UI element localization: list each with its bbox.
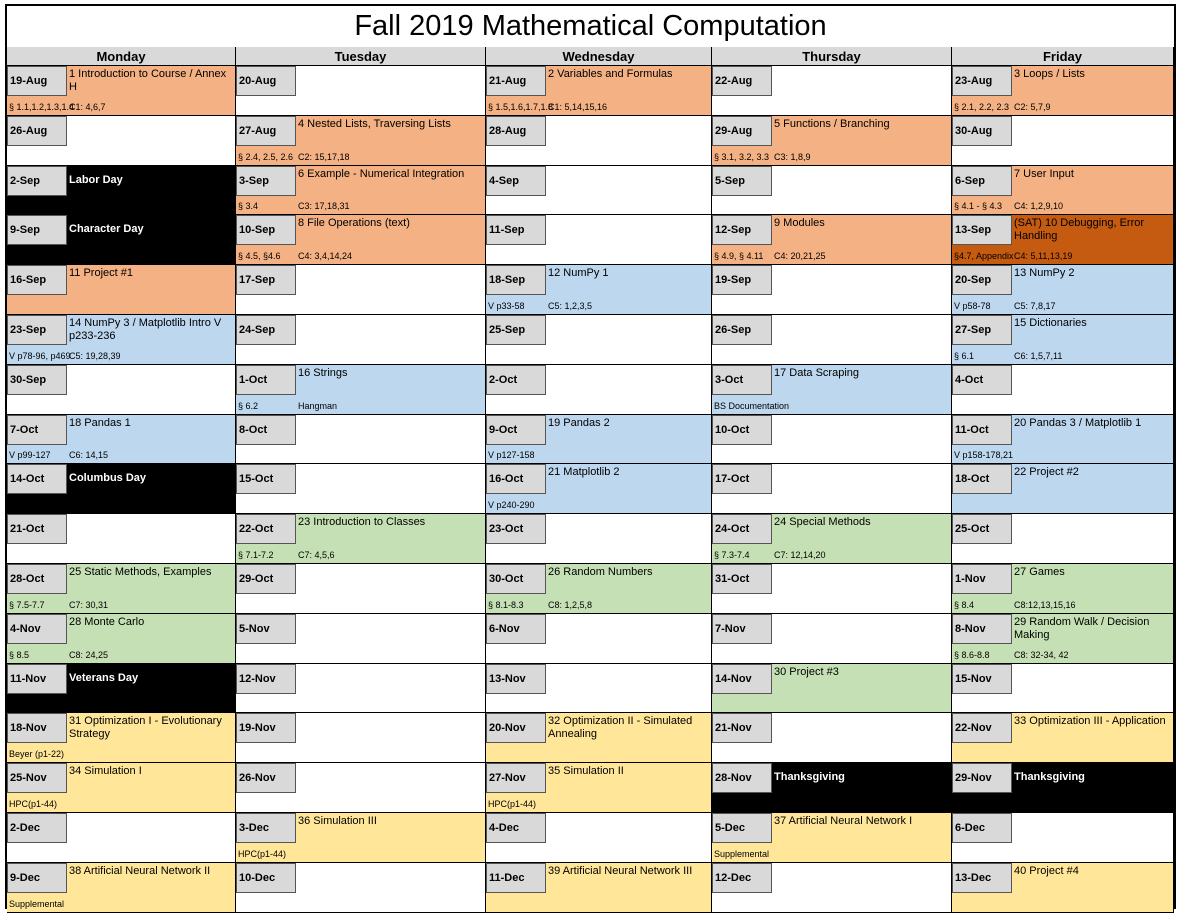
exercise-reference: C8: 1,2,5,8 [548,600,593,610]
date-label: 25-Oct [952,514,1012,544]
reading-reference: Supplemental [714,849,770,859]
date-label: 9-Dec [7,863,67,893]
lecture-title: 7 User Input [1014,168,1074,180]
date-label: 29-Nov [952,763,1012,793]
day-cell [236,614,486,664]
date-label: 12-Dec [712,863,772,893]
reading-reference: § 4.5, §4.6 [238,251,281,261]
day-cell [712,215,952,265]
date-label: 26-Aug [7,116,67,146]
reading-reference: § 2.4, 2.5, 2.6 [238,152,294,162]
day-cell [486,66,712,116]
day-cell [236,116,486,166]
lecture-title: 24 Special Methods [774,516,871,528]
date-label: 14-Oct [7,464,67,494]
reading-reference: § 8.6-8.8 [954,650,990,660]
day-cell [712,116,952,166]
day-cell [236,514,486,564]
lecture-title: 20 Pandas 3 / Matplotlib 1 [1014,417,1142,429]
reading-reference: Supplemental [9,899,65,909]
day-cell [7,415,236,464]
date-label: 20-Sep [952,265,1012,295]
holiday-name: Labor Day [69,174,123,186]
day-cell [7,116,236,166]
day-cell [952,863,1174,913]
day-cell [486,664,712,713]
date-label: 15-Nov [952,664,1012,694]
schedule-sheet [5,4,1176,909]
date-label: 22-Nov [952,713,1012,743]
exercise-reference: C4: 5,11,13,19 [1014,251,1073,261]
date-label: 25-Nov [7,763,67,793]
reading-reference: § 1.5,1.6,1.7,1.8 [488,102,554,112]
holiday-cell [7,215,236,265]
date-label: 1-Nov [952,564,1012,594]
lecture-title: 34 Simulation I [69,765,142,777]
exercise-reference: C3: 1,8,9 [774,152,811,162]
holiday-name: Veterans Day [69,672,139,684]
date-label: 27-Nov [486,763,546,793]
exercise-reference: C5: 1,2,3,5 [548,301,593,311]
reading-reference: § 7.1-7.2 [238,550,274,560]
lecture-title: (SAT) 10 Debugging, Error Handling [1014,217,1145,242]
holiday-cell [712,763,952,813]
lecture-title: 1 Introduction to Course / Annex H [69,68,227,93]
date-label: 13-Nov [486,664,546,694]
day-cell [486,166,712,215]
day-cell [486,813,712,863]
date-label: 2-Dec [7,813,67,843]
lecture-title: 31 Optimization I - Evolutionary Strategy [69,715,222,740]
day-header-tuesday: Tuesday [236,47,486,66]
day-cell [486,415,712,464]
exercise-reference: C4: 20,21,25 [774,251,826,261]
reading-reference: V p78-96, p469 [9,351,71,361]
day-cell [712,664,952,713]
date-label: 29-Aug [712,116,772,146]
day-cell [236,215,486,265]
day-cell [236,813,486,863]
lecture-title: 30 Project #3 [774,666,839,678]
day-cell [7,315,236,365]
holiday-name: Columbus Day [69,472,147,484]
date-label: 19-Aug [7,66,67,96]
day-cell [952,564,1174,614]
lecture-title: 25 Static Methods, Examples [69,566,212,578]
lecture-title: 35 Simulation II [548,765,624,777]
lecture-title: 22 Project #2 [1014,466,1079,478]
lecture-title: 15 Dictionaries [1014,317,1087,329]
lecture-title: 19 Pandas 2 [548,417,610,429]
day-cell [712,66,952,116]
day-cell [7,763,236,813]
date-label: 4-Oct [952,365,1012,395]
date-label: 5-Sep [712,166,772,196]
date-label: 30-Oct [486,564,546,594]
date-label: 14-Nov [712,664,772,694]
date-label: 21-Aug [486,66,546,96]
day-cell [712,315,952,365]
exercise-reference: C8: 24,25 [69,650,109,660]
lecture-title: 18 Pandas 1 [69,417,131,429]
date-label: 30-Sep [7,365,67,395]
date-label: 12-Sep [712,215,772,245]
day-cell [952,116,1174,166]
exercise-reference: C6: 1,5,7,11 [1014,351,1063,361]
date-label: 24-Oct [712,514,772,544]
date-label: 10-Oct [712,415,772,445]
day-cell [952,166,1174,215]
day-header-thursday: Thursday [712,47,952,66]
day-cell [486,464,712,514]
lecture-title: 12 NumPy 1 [548,267,609,279]
day-cell [712,564,952,614]
day-cell [486,315,712,365]
date-label: 22-Aug [712,66,772,96]
date-label: 15-Oct [236,464,296,494]
date-label: 24-Sep [236,315,296,345]
lecture-title: 11 Project #1 [69,267,134,279]
date-label: 18-Oct [952,464,1012,494]
reading-reference: § 8.4 [954,600,975,610]
exercise-reference: C7: 12,14,20 [774,550,826,560]
day-header-wednesday: Wednesday [486,47,712,66]
date-label: 19-Sep [712,265,772,295]
date-label: 6-Dec [952,813,1012,843]
day-cell [952,464,1174,514]
date-label: 11-Dec [486,863,546,893]
day-cell [236,315,486,365]
lecture-title: 6 Example - Numerical Integration [298,168,465,180]
date-label: 16-Sep [7,265,67,295]
day-cell [236,415,486,464]
day-cell [486,365,712,415]
day-cell [712,863,952,913]
date-label: 22-Oct [236,514,296,544]
reading-reference: § 1.1,1.2,1.3,1.4 [9,102,75,112]
day-cell [952,664,1174,713]
day-cell [7,514,236,564]
day-cell [712,365,952,415]
date-label: 12-Nov [236,664,296,694]
day-cell [486,116,712,166]
exercise-reference: C5: 19,28,39 [69,351,121,361]
exercise-reference: C4: 3,4,14,24 [298,251,353,261]
day-cell [712,265,952,315]
date-label: 4-Nov [7,614,67,644]
reading-reference: § 4.9, § 4.11 [714,251,764,261]
lecture-title: 16 Strings [298,367,348,379]
date-label: 11-Nov [7,664,67,694]
day-cell [952,215,1174,265]
day-cell [7,713,236,763]
date-label: 23-Oct [486,514,546,544]
day-cell [236,365,486,415]
lecture-title: 40 Project #4 [1014,865,1079,877]
lecture-title: 17 Data Scraping [774,367,859,379]
date-label: 25-Sep [486,315,546,345]
holiday-name: Thanksgiving [774,771,845,783]
holiday-cell [7,464,236,514]
date-label: 10-Sep [236,215,296,245]
exercise-reference: C1: 4,6,7 [69,102,106,112]
date-label: 27-Aug [236,116,296,146]
date-label: 29-Oct [236,564,296,594]
day-cell [7,365,236,415]
lecture-title: 9 Modules [774,217,825,229]
lecture-title: 27 Games [1014,566,1065,578]
date-label: 26-Sep [712,315,772,345]
date-label: 18-Nov [7,713,67,743]
lecture-title: 2 Variables and Formulas [548,68,673,80]
exercise-reference: C2: 5,7,9 [1014,102,1051,112]
day-cell [7,863,236,913]
date-label: 8-Nov [952,614,1012,644]
date-label: 5-Nov [236,614,296,644]
date-label: 20-Aug [236,66,296,96]
reading-reference: §4.7, Appendix [954,251,1014,261]
date-label: 13-Dec [952,863,1012,893]
exercise-reference: C2: 15,17,18 [298,152,350,162]
date-label: 18-Sep [486,265,546,295]
lecture-title: 28 Monte Carlo [69,616,145,628]
date-label: 26-Nov [236,763,296,793]
day-cell [236,166,486,215]
date-label: 17-Oct [712,464,772,494]
day-cell [236,265,486,315]
day-cell [712,713,952,763]
date-label: 21-Nov [712,713,772,743]
exercise-reference: C7: 4,5,6 [298,550,335,560]
date-label: 23-Sep [7,315,67,345]
date-label: 13-Sep [952,215,1012,245]
reading-reference: V p99-127 [9,450,51,460]
lecture-title: 4 Nested Lists, Traversing Lists [298,118,451,130]
lecture-title: 13 NumPy 2 [1014,267,1075,279]
day-cell [952,514,1174,564]
reading-reference: HPC(p1-44) [9,799,58,809]
holiday-name: Thanksgiving [1014,771,1085,783]
date-label: 5-Dec [712,813,772,843]
date-label: 16-Oct [486,464,546,494]
reading-reference: Beyer (p1-22) [9,749,65,759]
reading-reference: V p33-58 [488,301,525,311]
holiday-name: Character Day [69,223,144,235]
reading-reference: § 3.4 [238,201,259,211]
lecture-title: 33 Optimization III - Application [1014,715,1166,727]
reading-reference: § 3.1, 3.2, 3.3 [714,152,770,162]
reading-reference: § 6.1 [954,351,975,361]
day-cell [486,265,712,315]
date-label: 27-Sep [952,315,1012,345]
reading-reference: V p240-290 [488,500,535,510]
date-label: 3-Oct [712,365,772,395]
reading-reference: § 2.1, 2.2, 2.3 [954,102,1010,112]
day-header-row [7,47,1174,66]
lecture-title: 29 Random Walk / Decision Making [1014,616,1150,641]
date-label: 28-Nov [712,763,772,793]
day-cell [952,813,1174,863]
exercise-reference: C6: 14,15 [69,450,109,460]
lecture-title: 39 Artificial Neural Network III [548,865,693,877]
day-cell [952,365,1174,415]
reading-reference: V p58-78 [954,301,991,311]
day-header-friday: Friday [952,47,1174,66]
lecture-title: 36 Simulation III [298,815,377,827]
exercise-reference: C3: 17,18,31 [298,201,350,211]
date-label: 11-Sep [486,215,546,245]
date-label: 23-Aug [952,66,1012,96]
lecture-title: 8 File Operations (text) [298,217,410,229]
date-label: 7-Nov [712,614,772,644]
day-cell [7,265,236,315]
date-label: 30-Aug [952,116,1012,146]
exercise-reference: C8: 32-34, 42 [1014,650,1069,660]
date-label: 6-Sep [952,166,1012,196]
day-cell [7,564,236,614]
holiday-cell [952,763,1174,813]
day-cell [952,614,1174,664]
day-cell [236,763,486,813]
reading-reference: § 7.5-7.7 [9,600,45,610]
day-cell [712,415,952,464]
lecture-title: 26 Random Numbers [548,566,653,578]
day-cell [486,514,712,564]
date-label: 10-Dec [236,863,296,893]
lecture-title: 21 Matplotlib 2 [548,466,620,478]
day-cell [712,166,952,215]
lecture-title: 38 Artificial Neural Network II [69,865,211,877]
holiday-cell [7,166,236,215]
reading-reference: HPC(p1-44) [488,799,537,809]
date-label: 7-Oct [7,415,67,445]
reading-reference: § 8.1-8.3 [488,600,524,610]
lecture-title: 37 Artificial Neural Network I [774,815,913,827]
date-label: 11-Oct [952,415,1012,445]
reading-reference: V p127-158 [488,450,535,460]
lecture-title: 3 Loops / Lists [1014,68,1085,80]
reading-reference: § 6.2 [238,401,259,411]
day-cell [712,813,952,863]
page-title: Fall 2019 Mathematical Computation [7,6,1174,48]
day-cell [952,66,1174,116]
day-cell [7,614,236,664]
day-cell [952,713,1174,763]
day-cell [486,713,712,763]
day-cell [7,66,236,116]
lecture-title: 32 Optimization II - Simulated Annealing [548,715,693,740]
date-label: 6-Nov [486,614,546,644]
lecture-title: 14 NumPy 3 / Matplotlib Intro V p233-236 [69,317,222,342]
lecture-title: 23 Introduction to Classes [298,516,426,528]
date-label: 2-Oct [486,365,546,395]
lecture-title: 5 Functions / Branching [774,118,890,130]
day-cell [236,713,486,763]
exercise-reference: C5: 7,8,17 [1014,301,1056,311]
day-header-monday: Monday [7,47,236,66]
day-cell [236,664,486,713]
day-cell [486,564,712,614]
date-label: 3-Sep [236,166,296,196]
date-label: 1-Oct [236,365,296,395]
date-label: 28-Oct [7,564,67,594]
date-label: 4-Dec [486,813,546,843]
reading-reference: § 7.3-7.4 [714,550,750,560]
date-label: 21-Oct [7,514,67,544]
reading-reference: § 8.5 [9,650,30,660]
reading-reference: HPC(p1-44) [238,849,287,859]
day-cell [7,813,236,863]
day-cell [952,265,1174,315]
reading-reference: V p158-178,21 [954,450,1014,460]
date-label: 4-Sep [486,166,546,196]
day-cell [486,215,712,265]
date-label: 17-Sep [236,265,296,295]
day-cell [952,415,1174,464]
day-cell [486,763,712,813]
date-label: 19-Nov [236,713,296,743]
exercise-reference: C4: 1,2,9,10 [1014,201,1064,211]
date-label: 20-Nov [486,713,546,743]
day-cell [236,863,486,913]
day-cell [712,614,952,664]
day-cell [486,863,712,913]
reading-reference: § 4.1 - § 4.3 [954,201,1003,211]
day-cell [712,464,952,514]
exercise-reference: C7: 30,31 [69,600,109,610]
day-cell [486,614,712,664]
exercise-reference: Hangman [298,401,338,411]
date-label: 28-Aug [486,116,546,146]
holiday-cell [7,664,236,713]
day-cell [712,514,952,564]
exercise-reference: C8:12,13,15,16 [1014,600,1076,610]
day-cell [236,464,486,514]
reading-reference: BS Documentation [714,401,790,411]
date-label: 9-Oct [486,415,546,445]
date-label: 9-Sep [7,215,67,245]
exercise-reference: C1: 5,14,15,16 [548,102,608,112]
date-label: 31-Oct [712,564,772,594]
date-label: 8-Oct [236,415,296,445]
date-label: 2-Sep [7,166,67,196]
date-label: 3-Dec [236,813,296,843]
day-cell [952,315,1174,365]
day-cell [236,66,486,116]
day-cell [236,564,486,614]
